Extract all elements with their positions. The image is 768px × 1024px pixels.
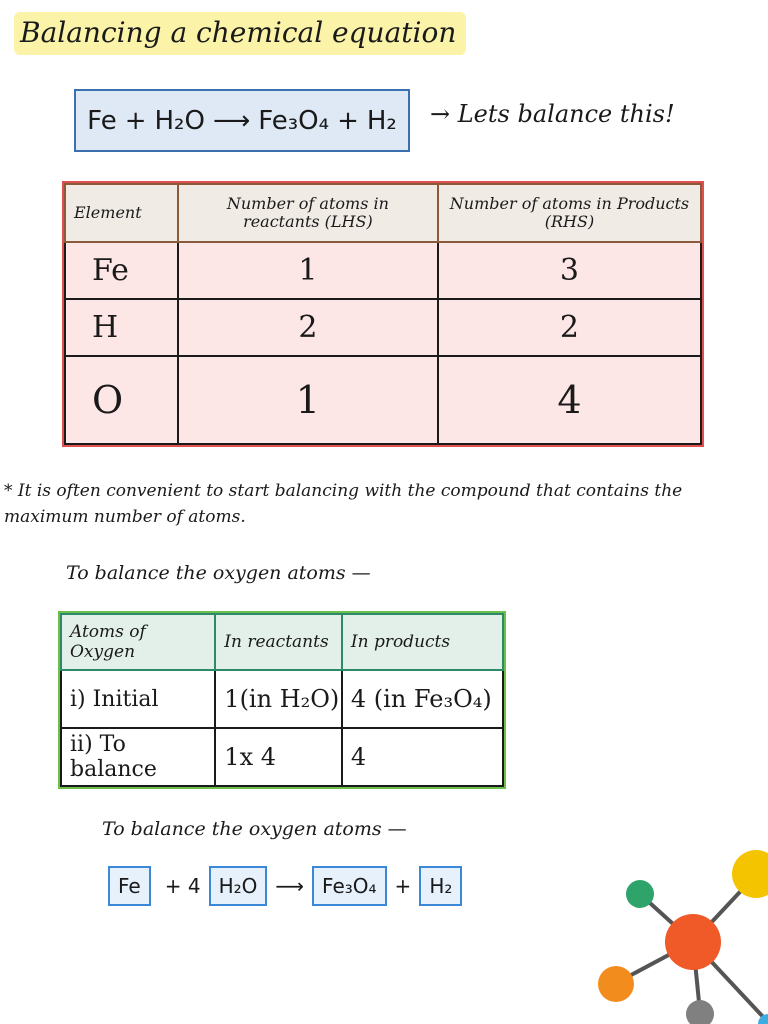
eq-product-fe3o4: Fe₃O₄	[258, 105, 330, 136]
eq-plus: +	[124, 105, 147, 136]
boxed-fe3o4: Fe₃O₄	[312, 866, 387, 906]
table-row	[65, 242, 701, 299]
table-row	[61, 670, 503, 728]
cell-step: ii) To balance	[61, 728, 215, 786]
header-products: Number of atoms in Products (RHS)	[438, 184, 701, 242]
cell-element: Fe	[65, 242, 178, 299]
header-element: Element	[65, 184, 178, 242]
cell-products: 3	[438, 242, 701, 299]
eq-reactant-fe: Fe	[87, 105, 117, 136]
eq-arrow: ⟶	[212, 105, 251, 136]
oxygen-balance-table	[60, 613, 504, 787]
coefficient-four: + 4	[164, 874, 201, 898]
table-row	[65, 356, 701, 444]
header-atoms-oxygen: Atoms of Oxygen	[61, 614, 215, 670]
subheading-oxygen: To balance the oxygen atoms —	[66, 562, 371, 584]
header-in-reactants: In reactants	[215, 614, 342, 670]
partially-balanced-equation	[108, 866, 462, 906]
cell-reactants: 1	[178, 356, 438, 444]
cell-step: i) Initial	[61, 670, 215, 728]
table-row	[61, 728, 503, 786]
boxed-h2: H₂	[419, 866, 462, 906]
molecule-icon	[578, 834, 768, 1024]
table-header-row	[65, 184, 701, 242]
header-in-products: In products	[342, 614, 503, 670]
cell-reactants: 1(in H₂O)	[215, 670, 342, 728]
table-row	[65, 299, 701, 356]
table-header-row	[61, 614, 503, 670]
tip-note: * It is often convenient to start balancing with the compound that contains the maximum number of atoms.	[4, 481, 683, 527]
eq-plus: +	[394, 874, 412, 898]
cell-products: 2	[438, 299, 701, 356]
page-title: Balancing a chemical equation	[14, 12, 466, 55]
atoms-count-table	[64, 183, 702, 445]
cell-reactants: 1	[178, 242, 438, 299]
unbalanced-equation-box	[74, 89, 410, 152]
boxed-water: H₂O	[209, 866, 268, 906]
header-reactants: Number of atoms in reactants (LHS)	[178, 184, 438, 242]
cell-products: 4 (in Fe₃O₄)	[342, 670, 503, 728]
cell-products: 4	[342, 728, 503, 786]
cell-reactants: 2	[178, 299, 438, 356]
eq-reactant-water: H₂O	[154, 105, 205, 136]
eq-arrow: ⟶	[275, 874, 305, 898]
cell-products: 4	[438, 356, 701, 444]
cell-element: H	[65, 299, 178, 356]
cell-reactants: 1x 4	[215, 728, 342, 786]
eq-plus: +	[337, 105, 359, 136]
boxed-fe: Fe	[108, 866, 151, 906]
cell-element: O	[65, 356, 178, 444]
equation-note: → Lets balance this!	[430, 100, 675, 128]
eq-product-h2: H₂	[366, 105, 397, 136]
subheading-oxygen-2: To balance the oxygen atoms —	[102, 818, 407, 840]
